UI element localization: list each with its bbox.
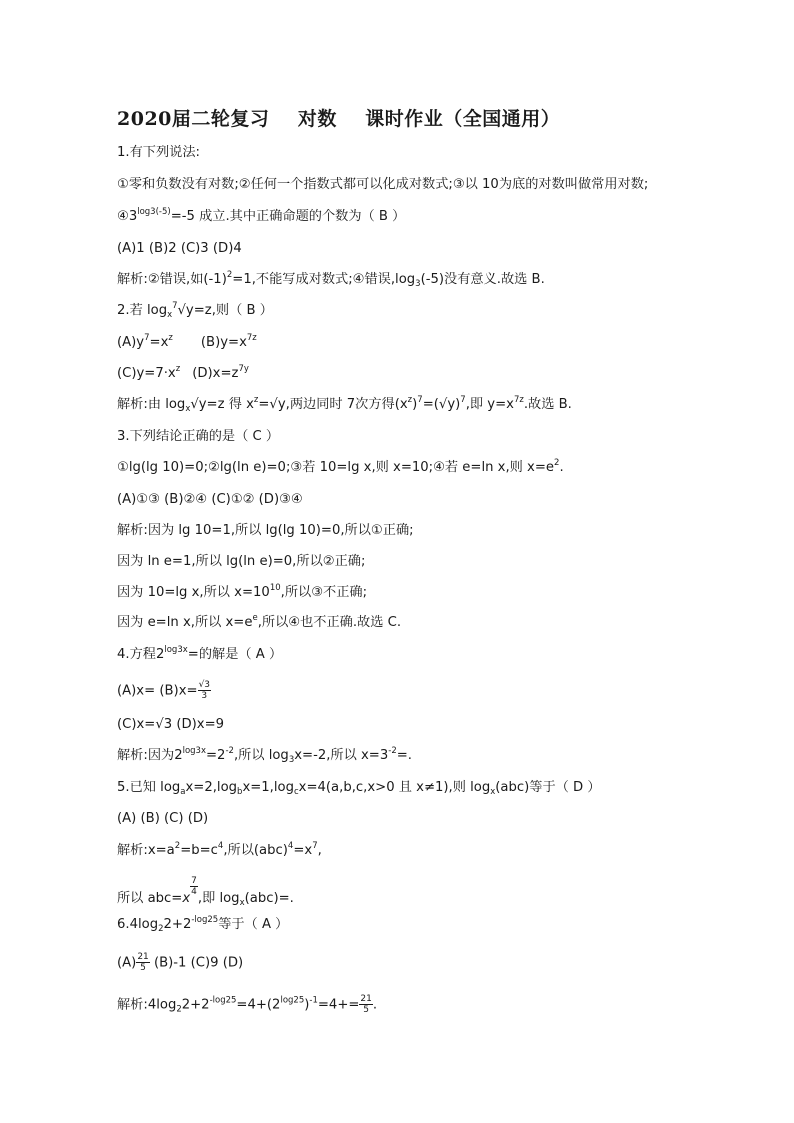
text: =(√y)	[422, 397, 461, 412]
q3-analysis-4	[117, 614, 401, 632]
text: ,即 y=x	[465, 397, 514, 412]
q2-stem	[117, 302, 273, 320]
fraction	[136, 952, 149, 973]
exponent: -log25	[191, 915, 219, 925]
text: =4+=	[317, 997, 360, 1013]
denominator: 5	[363, 1005, 370, 1015]
numerator: 7	[191, 876, 197, 886]
text: (C)x=	[117, 717, 156, 732]
text: .	[372, 997, 378, 1013]
exponent: log25	[280, 995, 305, 1006]
text: (abc)=.	[244, 891, 294, 906]
q6-analysis	[117, 994, 377, 1015]
text: 解析:因为2	[117, 748, 183, 763]
exponent: z	[407, 395, 413, 405]
page-title: 2020届二轮复习 对数 课时作业（全国通用）	[117, 108, 561, 130]
exponent: 4	[217, 841, 224, 851]
text: ,所以③不正确;	[280, 585, 368, 600]
text: (D)x=z	[192, 366, 239, 381]
q2-analysis	[117, 396, 572, 414]
subscript: x	[185, 404, 191, 414]
text: 解析:x=a	[117, 843, 175, 858]
text: ,所以 log	[233, 748, 289, 763]
exponent: z	[175, 364, 181, 374]
q2-options-cd	[117, 365, 249, 383]
text: =x	[149, 335, 169, 350]
q2-options-ab	[117, 334, 257, 352]
text: 2+2	[163, 917, 192, 932]
q3-statements	[117, 459, 564, 477]
text: (A)x= (B)x=	[117, 683, 198, 699]
q1-statement-4	[117, 208, 405, 226]
text: 因为 e=ln x,所以 x=e	[117, 615, 253, 630]
q4-stem	[117, 646, 282, 664]
text: 因为 10=lg x,所以 x=10	[117, 585, 270, 600]
subscript: c	[293, 787, 299, 797]
text: 解析:4log	[117, 997, 177, 1013]
text: (A)	[117, 955, 137, 971]
text: 等于（ A ）	[218, 917, 289, 932]
subscript: a	[180, 787, 186, 797]
fraction-exponent	[190, 876, 198, 897]
q5-stem	[117, 779, 601, 797]
text: .	[559, 460, 564, 475]
q3-stem: 3.下列结论正确的是（ C ）	[117, 429, 280, 444]
q1-analysis	[117, 271, 545, 289]
text: 解析:由 log	[117, 397, 186, 412]
radical: √y	[177, 303, 194, 318]
subscript: 2	[176, 1004, 182, 1015]
exponent: 7	[417, 395, 423, 405]
text: =z,则（ B ）	[193, 303, 273, 318]
exponent: 2	[226, 270, 233, 280]
text: .故选 B.	[523, 397, 572, 412]
exponent: -2	[225, 746, 234, 756]
text: =-5 成立.其中正确命题的个数为（ B ）	[170, 209, 406, 224]
text: =√y,两边同时 7次方得(x	[258, 397, 408, 412]
text: 2+2	[181, 997, 210, 1013]
text: 5.已知 log	[117, 780, 181, 795]
q1-statements: ①零和负数没有对数;②任何一个指数式都可以化成对数式;③以 10为底的对数叫做常用对数;	[117, 177, 649, 192]
exponent: -2	[388, 746, 397, 756]
q6-options	[117, 952, 243, 973]
root-index: 7	[172, 301, 178, 311]
denominator: 3	[201, 691, 208, 701]
exponent: log3x	[164, 645, 188, 655]
numerator: √3	[198, 680, 211, 690]
text: (abc)等于（ D ）	[495, 780, 601, 795]
exponent: e	[252, 613, 258, 623]
text: =1,不能写成对数式;④错误,log	[232, 272, 416, 287]
text: )	[304, 997, 310, 1013]
text: ,	[317, 843, 322, 858]
text: ,即 log	[197, 891, 240, 906]
denominator: 5	[140, 963, 146, 973]
text: ④3	[117, 209, 138, 224]
exponent: 7y	[238, 364, 249, 374]
text: (-5)没有意义.故选 B.	[420, 272, 545, 287]
numerator: 21	[137, 952, 149, 962]
q5-options: (A) (B) (C) (D)	[117, 811, 209, 826]
text: (C)y=7·x	[117, 366, 176, 381]
subscript: x	[239, 898, 245, 908]
fraction	[359, 994, 372, 1015]
text: 解析:②错误,如(-1)	[117, 272, 227, 287]
exponent: -1	[309, 995, 318, 1006]
text: 4.方程2	[117, 647, 165, 662]
radical: √3	[155, 717, 173, 732]
numerator: 21	[360, 994, 372, 1004]
text: ①lg(lg 10)=0;②lg(ln e)=0;③若 10=lg x,则 x=10;④若 e=ln x,则 x=e	[117, 460, 555, 475]
text: =.	[396, 748, 412, 763]
text: 6.4log	[117, 917, 159, 932]
text: x	[182, 891, 191, 906]
text: (B)y=x	[200, 335, 247, 350]
q3-analysis-2: 因为 ln e=1,所以 lg(ln e)=0,所以②正确;	[117, 554, 366, 569]
exponent: 2	[554, 458, 560, 468]
text: =b=c	[180, 843, 218, 858]
exponent: 7z	[246, 333, 257, 343]
subscript: 3	[288, 755, 295, 765]
exponent: 7	[144, 333, 150, 343]
text: x=-2,所以 x=3	[294, 748, 389, 763]
exponent: z	[253, 395, 259, 405]
denominator: 4	[191, 887, 197, 897]
q6-stem	[117, 916, 288, 934]
q3-analysis-1: 解析:因为 lg 10=1,所以 lg(lg 10)=0,所以①正确;	[117, 523, 414, 538]
q1-options: (A)1 (B)2 (C)3 (D)4	[117, 241, 242, 256]
subscript: x	[167, 310, 173, 320]
text: ,所以④也不正确.故选 C.	[257, 615, 402, 630]
text: =的解是（ A ）	[187, 647, 283, 662]
fraction	[198, 680, 211, 701]
text: =2	[206, 748, 226, 763]
text: =x	[293, 843, 313, 858]
exponent: -log25	[209, 995, 237, 1006]
q4-options-ab	[117, 680, 211, 701]
text: (B)-1 (C)9 (D)	[149, 955, 244, 971]
subscript: 2	[158, 924, 164, 934]
q5-analysis-1	[117, 842, 322, 860]
text: )	[412, 397, 418, 412]
text: (D)x=9	[172, 717, 225, 732]
exponent: log3x	[182, 746, 206, 756]
text: =4+(2	[236, 997, 281, 1013]
exponent: 2	[174, 841, 181, 851]
q4-analysis	[117, 747, 412, 765]
exponent: z	[168, 333, 173, 343]
q4-options-cd	[117, 716, 224, 734]
q3-options: (A)①③ (B)②④ (C)①② (D)③④	[117, 492, 303, 507]
text: x=2,log	[185, 780, 238, 795]
exponent: 10	[269, 583, 281, 593]
exponent: 7	[460, 395, 466, 405]
text: √y=z 得 x	[190, 397, 254, 412]
text: 所以 abc=	[117, 891, 183, 906]
text: x=1,log	[242, 780, 294, 795]
text: ,所以(abc)	[223, 843, 288, 858]
q3-analysis-3	[117, 584, 367, 602]
subscript: 3	[415, 279, 421, 289]
subscript: b	[237, 787, 243, 797]
exponent: 7z	[513, 395, 524, 405]
text: 2.若 log	[117, 303, 168, 318]
subscript: x	[490, 787, 496, 797]
q1-stem: 1.有下列说法:	[117, 145, 200, 160]
exponent: log3(-5)	[137, 207, 171, 217]
text: (A)y	[117, 335, 145, 350]
text: x=4(a,b,c,x>0 且 x≠1),则 log	[298, 780, 491, 795]
exponent: 7	[312, 841, 318, 851]
q5-analysis-2	[117, 876, 294, 908]
exponent: 4	[287, 841, 294, 851]
